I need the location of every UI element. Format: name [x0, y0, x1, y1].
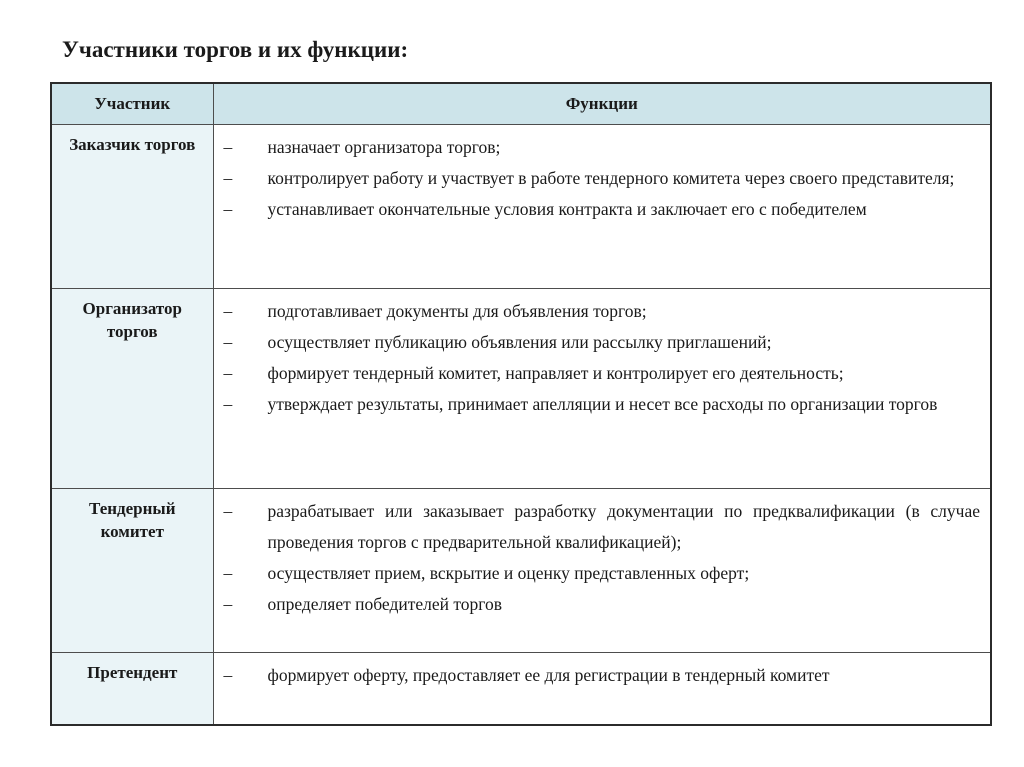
list-item: [224, 132, 981, 163]
list-item: [224, 296, 981, 327]
header-participant: Участник: [51, 83, 213, 125]
dash-bullet: –: [223, 332, 233, 352]
table-row: [51, 489, 991, 653]
function-text: осуществляет публикацию объявления или рассылку приглашений;: [267, 332, 772, 352]
list-item: [224, 558, 981, 589]
list-item: [224, 163, 981, 194]
table-row: [51, 653, 991, 725]
table-row: [51, 125, 991, 289]
list-item: [224, 589, 981, 620]
participant-cell: Заказчик торгов: [51, 125, 213, 289]
participant-cell: Тендерный комитет: [51, 489, 213, 653]
list-item: [224, 389, 981, 420]
function-text: контролирует работу и участвует в работе тендерного комитета через своего представителя;: [267, 168, 955, 188]
functions-cell: [213, 125, 991, 289]
list-item: [224, 327, 981, 358]
function-text: определяет победителей торгов: [267, 594, 503, 614]
function-text: разрабатывает или заказывает разработку документации по предквалификации (в случае проведения торгов с предварительной квалификацией);: [267, 501, 980, 552]
function-text: утверждает результаты, принимает апелляции и несет все расходы по организации торгов: [267, 394, 938, 414]
dash-bullet: –: [223, 301, 233, 321]
function-text: назначает организатора торгов;: [267, 137, 501, 157]
list-item: [224, 660, 981, 691]
functions-cell: [213, 489, 991, 653]
function-text: устанавливает окончательные условия контракта и заключает его с победителем: [267, 199, 867, 219]
page-title: Участники торгов и их функции:: [62, 37, 409, 62]
list-item: [224, 496, 981, 558]
dash-bullet: –: [223, 394, 233, 414]
dash-bullet: –: [223, 168, 233, 188]
header-functions: Функции: [213, 83, 991, 125]
dash-bullet: –: [223, 199, 233, 219]
table-header-row: [51, 83, 991, 125]
dash-bullet: –: [223, 594, 233, 614]
list-item: [224, 194, 981, 225]
functions-cell: [213, 653, 991, 725]
dash-bullet: –: [223, 665, 233, 685]
dash-bullet: –: [223, 363, 233, 383]
functions-cell: [213, 289, 991, 489]
list-item: [224, 358, 981, 389]
dash-bullet: –: [223, 501, 233, 521]
functions-table: [50, 82, 992, 726]
function-text: подготавливает документы для объявления торгов;: [267, 301, 647, 321]
function-text: формирует оферту, предоставляет ее для регистрации в тендерный комитет: [267, 665, 830, 685]
participant-cell: Организатор торгов: [51, 289, 213, 489]
participant-cell: Претендент: [51, 653, 213, 725]
function-text: осуществляет прием, вскрытие и оценку представленных оферт;: [267, 563, 750, 583]
table-row: [51, 289, 991, 489]
dash-bullet: –: [223, 563, 233, 583]
dash-bullet: –: [223, 137, 233, 157]
function-text: формирует тендерный комитет, направляет и контролирует его деятельность;: [267, 363, 844, 383]
